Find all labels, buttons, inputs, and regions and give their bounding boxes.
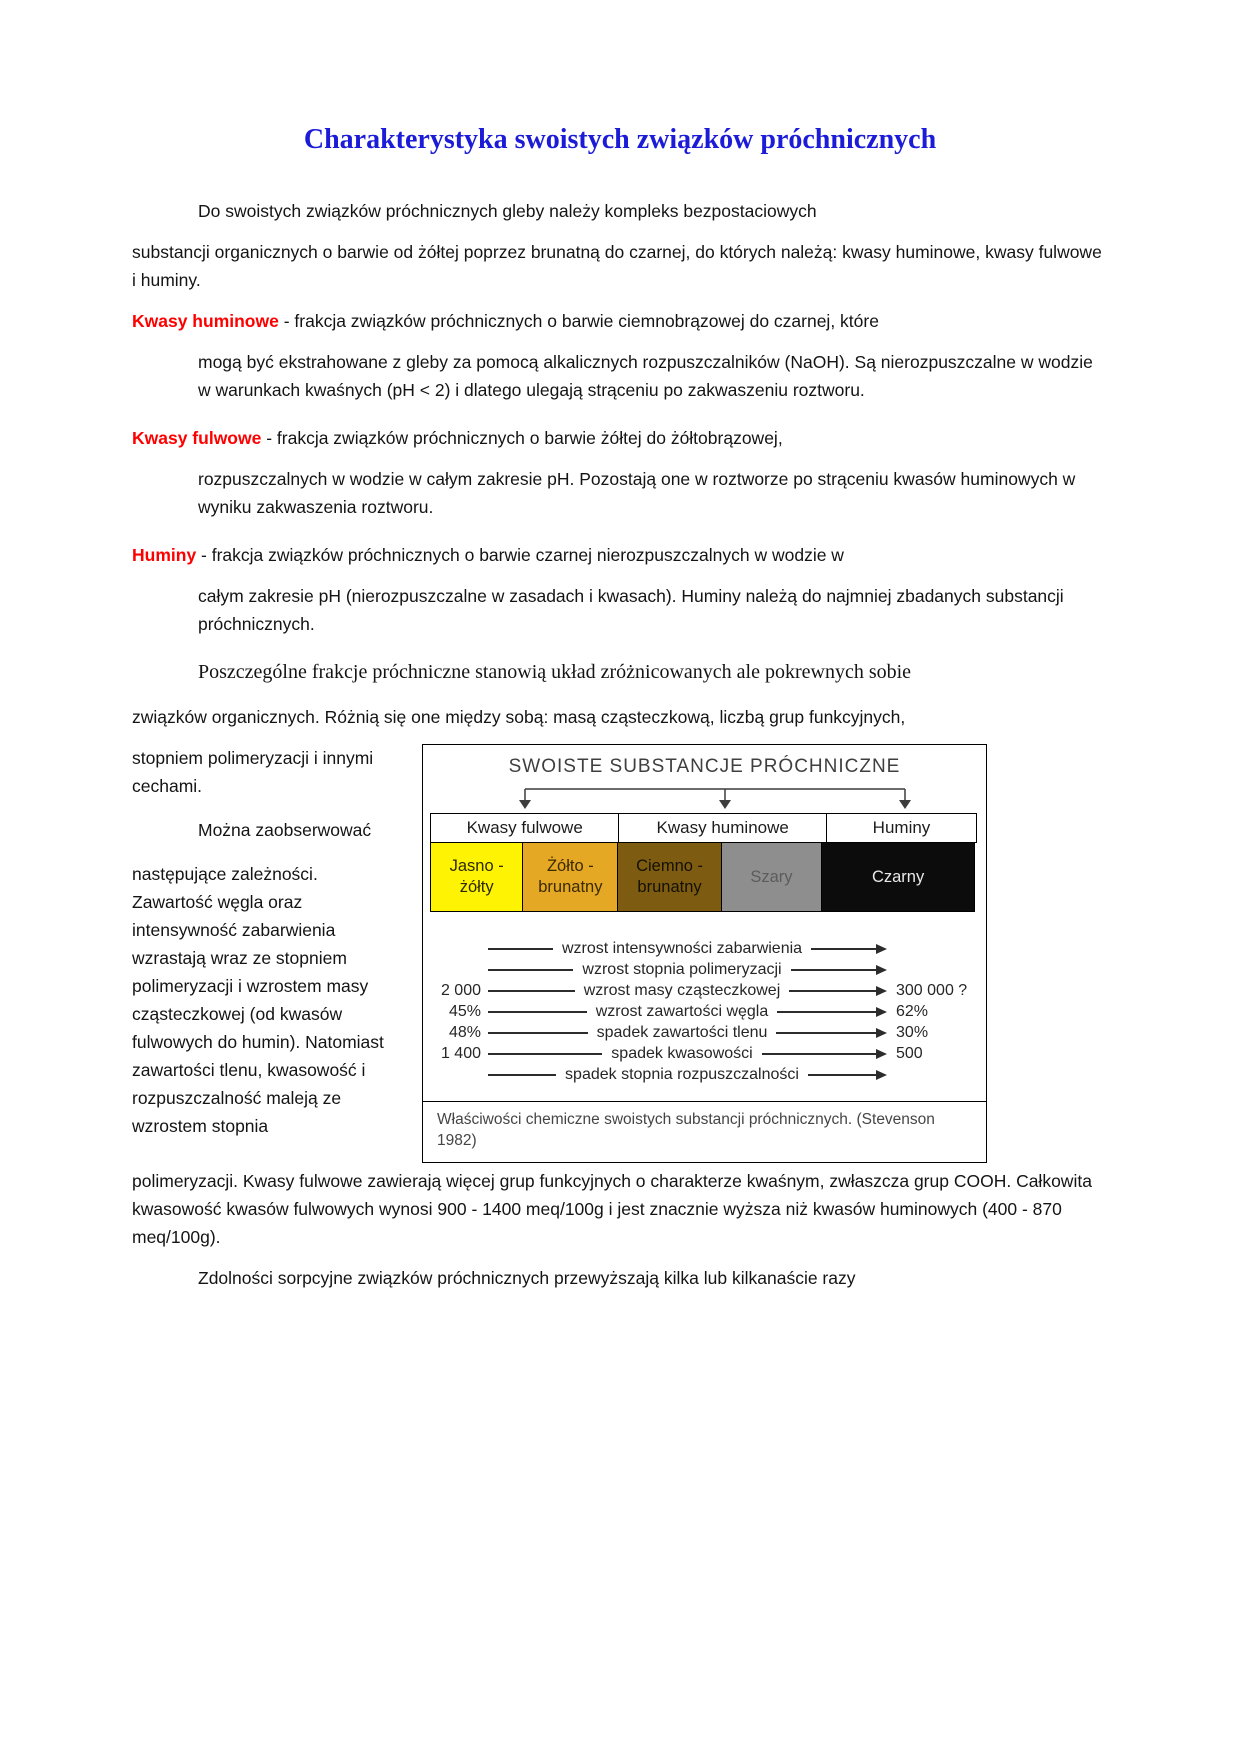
arrow-head (789, 990, 876, 992)
arrow-head (776, 1032, 876, 1034)
figure-gradient-arrows (430, 938, 979, 1085)
arrow-head (791, 969, 876, 971)
figure-arrow-row (434, 1001, 975, 1022)
figure-column-headers (430, 813, 979, 843)
arrow-right-value: 30% (896, 1023, 929, 1041)
arrow-line (488, 948, 553, 950)
figure-arrow-row (434, 1022, 975, 1043)
color-cell-jasno-zolty: Jasno - żółty (430, 842, 523, 912)
arrow-line (488, 1011, 587, 1013)
figure-caption: Właściwości chemiczne swoistych substancji próchnicznych. (Stevenson 1982) (423, 1101, 986, 1161)
paragraph-intro-first-line: Do swoistych związków próchnicznych gleby należy kompleks bezpostaciowych (198, 200, 817, 221)
paragraph-acidity: polimeryzacji. Kwasy fulwowe zawierają więcej grup funkcyjnych o charakterze kwaśnym, zwłaszcza grup COOH. Całkowita kwasowość kwasów fulwowych wynosi 900 - 1400 meq/100g i jest znacznie wyższa niż kwasów huminowych (400 - 870 meq/100g). (132, 1170, 1092, 1247)
arrow-label: wzrost stopnia polimeryzacji (582, 960, 782, 978)
arrow-line (488, 1032, 588, 1034)
arrow-left-value: 48% (448, 1023, 481, 1041)
color-cell-czarny: Czarny (821, 842, 975, 912)
definition-kwasy-huminowe (132, 307, 1108, 335)
left-column-continuation: stopniem polimeryzacji i innymi cechami. (132, 747, 374, 796)
definition-huminy (132, 541, 1108, 569)
figure-header-kwasy-fulwowe: Kwasy fulwowe (430, 813, 619, 843)
definition-huminy-body: całym zakresie pH (nierozpuszczalne w zasadach i kwasach). Huminy należą do najmniej zbadanych substancji próchnicznych. (198, 585, 1064, 634)
humus-substances-figure (422, 744, 987, 1163)
definition-kwasy-huminowe-body: mogą być ekstrahowane z gleby za pomocą alkalicznych rozpuszczalników (NaOH). Są nierozpuszczalne w wodzie w warunkach kwaśnych (pH < 2) i dlatego ulegają strąceniu po zakwaszeniu roztworu. (198, 351, 1093, 400)
figure-arrow-row (434, 1043, 975, 1064)
figure-arrow-row (434, 1064, 975, 1085)
arrow-head (811, 948, 876, 950)
color-cell-zolto-brunatny: Żółto - brunatny (522, 842, 618, 912)
figure-title: SWOISTE SUBSTANCJE PRÓCHNICZNE (508, 755, 901, 777)
text-and-figure-row (132, 744, 1108, 1163)
paragraph-serif-fractions: Poszczególne frakcje próchniczne stanowią układ zróżnicowanych ale pokrewnych sobie (198, 660, 912, 683)
definition-kwasy-fulwowe-body: rozpuszczalnych w wodzie w całym zakresie pH. Pozostają one w roztworze po strąceniu kwasów huminowych w wyniku zakwaszenia roztworu. (198, 468, 1076, 517)
figure-arrow-row (434, 959, 975, 980)
term-kwasy-huminowe: Kwasy huminowe (132, 310, 279, 331)
paragraph-differences-first-line: związków organicznych. Różnią się one między sobą: masą cząsteczkową, liczbą grup funkcyjnych, (132, 706, 906, 727)
figure-header-kwasy-huminowe: Kwasy huminowe (618, 813, 827, 843)
definition-kwasy-fulwowe (132, 424, 1108, 452)
arrow-right-value: 62% (896, 1002, 929, 1020)
arrow-line (488, 969, 573, 971)
arrow-line (488, 1074, 556, 1076)
arrow-line (488, 1053, 602, 1055)
arrow-label: spadek kwasowości (611, 1044, 753, 1062)
figure-arrow-row (434, 938, 975, 959)
definition-kwasy-fulwowe-lead: - frakcja związków próchnicznych o barwie żółtej do żółtobrązowej, (261, 427, 783, 448)
paragraph-sorption: Zdolności sorpcyjne związków próchnicznych przewyższają kilka lub kilkanaście razy (198, 1267, 856, 1288)
left-column-body: następujące zależności. Zawartość węgla oraz intensywność zabarwienia wzrastają wraz ze stopniem polimeryzacji i wzrostem masy cząsteczkowej (od kwasów fulwowych do humin). Natomiast zawartości tlenu, kwasowość i rozpuszczalność maleją ze wzrostem stopnia (132, 863, 384, 1136)
arrow-right-value: 500 (896, 1044, 923, 1062)
figure-header-huminy: Huminy (826, 813, 977, 843)
arrow-left-value: 45% (448, 1002, 481, 1020)
arrow-label: wzrost intensywności zabarwienia (561, 939, 803, 957)
figure-arrow-row (434, 980, 975, 1001)
arrow-line (488, 990, 575, 992)
term-huminy: Huminy (132, 544, 197, 565)
figure-color-scale (430, 842, 979, 912)
arrow-label: spadek stopnia rozpuszczalności (565, 1065, 799, 1083)
definition-kwasy-huminowe-lead: - frakcja związków próchnicznych o barwie ciemnobrązowej do czarnej, które (278, 310, 879, 331)
color-cell-ciemno-brunatny: Ciemno - brunatny (617, 842, 721, 912)
arrow-label: wzrost zawartości węgla (595, 1002, 769, 1020)
term-kwasy-fulwowe: Kwasy fulwowe (132, 427, 262, 448)
color-cell-szary: Szary (721, 842, 823, 912)
paragraph-intro-rest: substancji organicznych o barwie od żółtej poprzez brunatną do czarnej, do których należą: kwasy huminowe, kwasy fulwowe i huminy. (132, 241, 1102, 290)
left-text-column (132, 744, 400, 1156)
document-title: Charakterystyka swoistych związków próchnicznych (303, 124, 937, 155)
arrow-head (762, 1053, 876, 1055)
arrow-left-value: 1 400 (440, 1044, 481, 1062)
left-column-lead-line: Można zaobserwować (198, 819, 372, 840)
arrow-label: wzrost masy cząsteczkowej (583, 981, 781, 999)
arrow-left-value: 2 000 (440, 981, 481, 999)
branch-down-arrows-icon (430, 782, 981, 810)
definition-huminy-lead: - frakcja związków próchnicznych o barwie czarnej nierozpuszczalnych w wodzie w (196, 544, 844, 565)
arrow-head (777, 1011, 876, 1013)
arrow-label: spadek zawartości tlenu (596, 1023, 768, 1041)
arrow-head (808, 1074, 876, 1076)
arrow-right-value: 300 000 ? (896, 981, 968, 999)
